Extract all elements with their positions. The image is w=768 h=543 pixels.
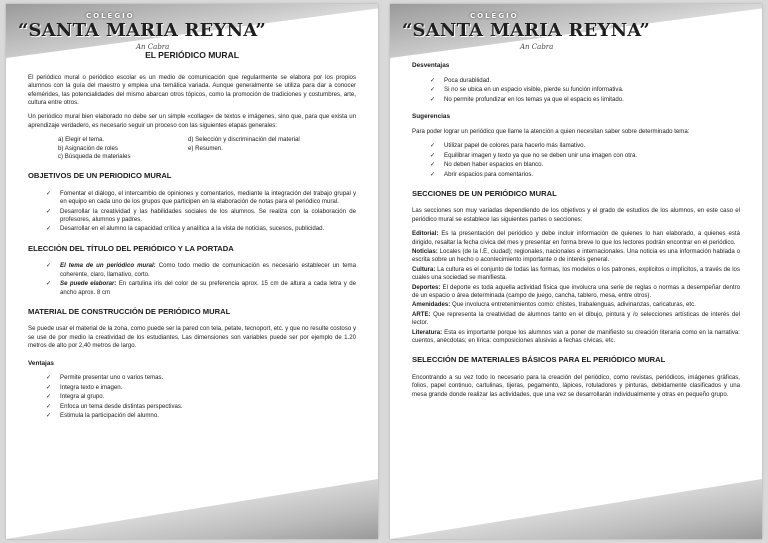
sections-list	[412, 230, 740, 345]
desventajas-heading: Desventajas	[412, 62, 450, 69]
checkmark-icon: ✓	[46, 226, 52, 233]
sugerencia-item: ✓ Utilizar papel de colores para hacerlo más llamativo.	[430, 142, 586, 150]
objectives-list	[28, 190, 356, 234]
objective-item: ✓ Desarrollar la creatividad y las habilidades sociales de los alumnos. Se realiza con la colaboración de profesores, alumnos y padres.	[46, 207, 356, 224]
step-item: b) Asignación de roles	[58, 144, 118, 152]
logo-motto: An Cabra	[520, 43, 554, 51]
objectives-heading: OBJETIVOS DE UN PERIODICO MURAL	[28, 171, 172, 181]
logo-school-name: “SANTA MARIA REYNA”	[18, 20, 266, 41]
footer-band	[6, 479, 378, 539]
right-content	[412, 62, 740, 405]
secciones-heading: SECCIONES DE UN PERIÓDICO MURAL	[412, 188, 557, 198]
checkmark-icon: ✓	[46, 384, 52, 391]
ventaja-item: ✓ Permite presentar uno o varios temas.	[46, 374, 164, 382]
page-right	[390, 4, 762, 539]
desventaja-item: ✓ No permite profundizar en los temas ya que el espacio es limitado.	[430, 95, 624, 103]
checkmark-icon: ✓	[46, 190, 52, 197]
ventajas-heading: Ventajas	[28, 359, 54, 367]
checkmark-icon: ✓	[46, 281, 52, 288]
section-definition: Deportes: El deporte es toda aquella actividad física que involucra una serie de reglas o normas a desempeñar dentro de un espacio o área determinada (campo de juego, cancha, tablero, mesa, entre otros).	[412, 283, 740, 300]
objective-item: ✓ Desarrollar en el alumno la capacidad crítica y analítica a la vista de noticias, sucesos, publicidad.	[46, 225, 325, 233]
sugerencia-item: ✓ Equilibrar imagen y texto ya que no se deben unir una imagen con otra.	[430, 151, 638, 159]
objective-item: ✓ Fomentar el diálogo, el intercambio de opiniones y comentarios, mediante la integración del trabajo grupal y en equipo en cada uno de los grupos que participen en la elaboración de notas para el periódico mural.	[46, 189, 356, 206]
checkmark-icon: ✓	[430, 143, 436, 150]
checkmark-icon: ✓	[430, 162, 436, 169]
logo-motto: An Cabra	[136, 43, 170, 51]
section-definition: Amenidades: Que involucra entretenimientos como: chistes, trabalenguas, adivinanzas, caricaturas, etc.	[412, 301, 696, 309]
title-item: ✓ El tema de un periódico mural: Como todo medio de comunicación es necesario establecer un tema coherente, claro, llamativo, corto.	[46, 262, 356, 278]
section-definition: Noticias: Locales (de la I.E, ciudad); regionales, nacionales e internacionales. Una noticia es una información hablada o escrita sobre un hecho o acontecimiento importante o de interés general.	[412, 248, 740, 264]
title-items-list	[28, 262, 356, 297]
steps-list	[28, 136, 356, 161]
footer-band	[390, 479, 762, 539]
checkmark-icon: ✓	[430, 87, 436, 94]
seleccion-heading: SELECCIÓN DE MATERIALES BÁSICOS PARA EL PERIÓDICO MURAL	[412, 355, 666, 365]
logo-school-name: “SANTA MARIA REYNA”	[402, 20, 650, 41]
checkmark-icon: ✓	[430, 171, 436, 178]
page-title: EL PERIÓDICO MURAL	[145, 50, 239, 60]
desventaja-item: ✓ Poca durabilidad.	[430, 76, 492, 84]
school-logo	[402, 12, 650, 58]
ventaja-item: ✓ Integra al grupo.	[46, 393, 105, 401]
ventaja-item: ✓ Estimula la participación del alumno.	[46, 412, 159, 420]
checkmark-icon: ✓	[46, 208, 52, 215]
checkmark-icon: ✓	[430, 77, 436, 84]
step-item: c) Búsqueda de materiales	[58, 152, 131, 160]
sugerencia-item: ✓ Abrir espacios para comentarios.	[430, 170, 534, 178]
sugerencias-heading: Sugerencias	[412, 113, 451, 121]
checkmark-icon: ✓	[46, 403, 52, 410]
section-definition: Cultura: La cultura es el conjunto de todas las formas, los modelos o los patrones, explícitos o implícitos, a través de los cuales una sociedad se manifiesta.	[412, 265, 740, 282]
desventaja-item: ✓ Si no se ubica en un espacio visible, pierde su función informativa.	[430, 86, 624, 94]
material-paragraph: Se puede usar el material de la zona, como puede ser la pared con tela, petate, tecnoport, etc. y que no resulte costoso y se use de por medio la creatividad de los estudiantes. Las dimensiones son variables puede ser por ejemplo de 1.20 metros de alto por 2,40 metros de largo.	[28, 325, 356, 350]
ventaja-item: ✓ Integra texto e imagen.	[46, 383, 123, 391]
sugerencias-list	[412, 142, 740, 179]
intro-paragraph-2: Un periódico mural bien elaborado no debe ser un simple «collage» de textos e imágenes, sino que, para que exista un aprendizaje verdadero, es necesario seguir un proceso con las siguientes etapas generales:	[28, 113, 356, 129]
sugerencias-paragraph: Para poder lograr un periódico que llame la atención a quien necesitan saber sobre determinado tema:	[412, 127, 690, 135]
checkmark-icon: ✓	[46, 375, 52, 382]
left-content	[28, 50, 356, 427]
step-item: e) Resumen.	[188, 144, 223, 152]
page-left	[6, 4, 378, 539]
step-item: d) Selección y discriminación del material	[188, 136, 300, 144]
logo-colegio: COLEGIO	[470, 12, 519, 20]
title-item: ✓ Se puede elaborar: En cartulina iris del color de su preferencia aprox. 15 cm de altura a cada letra y de ancho aprox. 8 cm	[46, 280, 356, 296]
section-definition: Editorial: Es la presentación del periódico y debe incluir información de quienes lo han elaborado, a quienes está dirigido, resaltar la fecha cívica del mes y presentar en forma breve lo que los lectores podrán encontrar en el periódico.	[412, 230, 740, 246]
intro-paragraph: El periódico mural o periódico escolar es un medio de comunicación que regularmente se elabora por los propios alumnos con la guía del maestro y emplea una temática variada. Aunque generalmente se utiliza para dar a conocer efemérides, las potencialidades del mismo abarcan otros tópicos, como la promoción de tradiciones y costumbres, arte, cultura entre otros.	[28, 73, 356, 106]
logo-colegio: COLEGIO	[86, 12, 135, 20]
sugerencia-item: ✓ No deben haber espacios en blanco.	[430, 161, 544, 169]
section-definition: Literatura: Esta es importante porque los alumnos van a poner de manifiesto su creación literaria como en la narrativa: cuentos, anécdotas; en lírica: composiciones alusivas a fechas cívicas, etc.	[412, 328, 740, 345]
material-heading: MATERIAL DE CONSTRUCCIÓN DE PERIÓDICO MURAL	[28, 306, 231, 316]
checkmark-icon: ✓	[430, 152, 436, 159]
step-item: a) Elegir el tema.	[58, 136, 105, 144]
secciones-paragraph: Las secciones son muy variadas dependiendo de los objetivos y el grado de estudios de los alumnos, en este caso el periódico mural se establece las siguientes partes o secciones:	[412, 207, 740, 223]
checkmark-icon: ✓	[46, 394, 52, 401]
ventajas-list	[28, 374, 356, 420]
ventaja-item: ✓ Enfoca un tema desde distintas perspectivas.	[46, 402, 183, 410]
checkmark-icon: ✓	[46, 263, 52, 270]
step-item	[188, 153, 328, 161]
seleccion-paragraph: Encontrando a su vez todo lo necesario para la creación del periódico, como revistas, periódicos, imágenes gráficas, folios, papel continuo, cartulinas, tijeras, pegamento, lápices, rotuladores y pinturas, debidamente clasificados y una mesa grande donde realizar las actividades, que una vez se desarrollarán individualmente y otras en pequeño grupo.	[412, 373, 740, 398]
section-definition: ARTE: Que representa la creatividad de alumnos tanto en el dibujo, pintura y /o selecciones artísticas de interés del lector.	[412, 310, 740, 327]
title-cover-heading: ELECCIÓN DEL TÍTULO DEL PERIÓDICO Y LA PORTADA	[28, 243, 234, 253]
desventajas-list	[412, 77, 740, 104]
checkmark-icon: ✓	[430, 96, 436, 103]
checkmark-icon: ✓	[46, 413, 52, 420]
